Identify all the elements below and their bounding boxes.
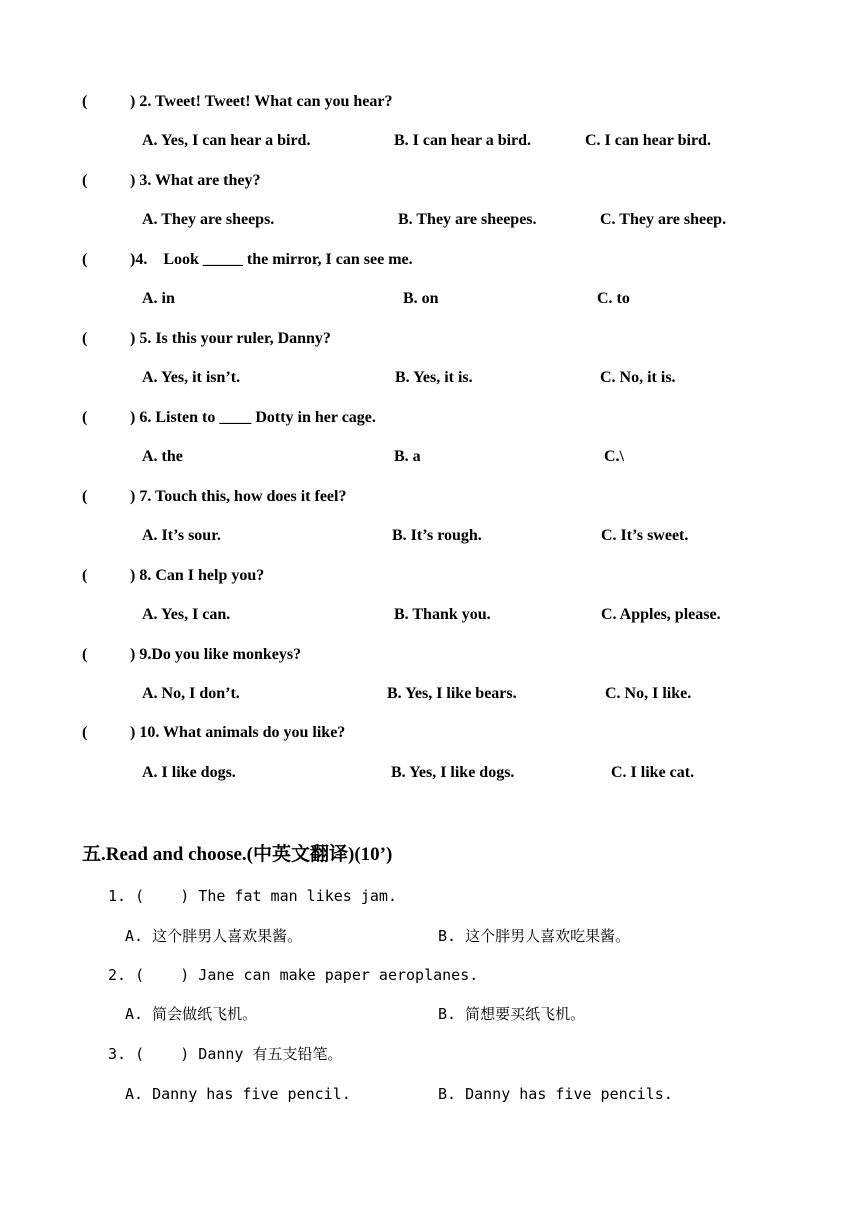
question-text: ) 2. Tweet! Tweet! What can you hear? [130, 93, 393, 110]
option-a: A. No, I don’t. [142, 685, 240, 702]
option-a: A. Yes, it isn’t. [142, 369, 241, 386]
option-c: C. It’s sweet. [601, 527, 689, 544]
option-b: B. Thank you. [394, 606, 491, 623]
option-b: B. Danny has five pencils. [438, 1085, 673, 1103]
option-a: A. in [142, 290, 175, 307]
option-c: C. No, I like. [605, 685, 692, 702]
option-b: B. I can hear a bird. [394, 132, 532, 149]
option-a: A. 这个胖男人喜欢果酱。 [125, 927, 303, 945]
answer-paren: ( [82, 251, 88, 268]
answer-paren: ( [82, 330, 88, 347]
question-text: ) 10. What animals do you like? [130, 724, 346, 741]
option-b: B. Yes, I like bears. [387, 685, 517, 702]
option-c: C. I can hear bird. [585, 132, 711, 149]
option-b: B. 这个胖男人喜欢吃果酱。 [438, 927, 631, 945]
answer-paren: ( [82, 172, 88, 189]
question-text: ) 8. Can I help you? [130, 567, 265, 584]
option-a: A. Yes, I can. [142, 606, 231, 623]
option-c: C. to [597, 290, 630, 307]
option-a: A. the [142, 448, 183, 465]
answer-paren: ( [82, 724, 88, 741]
item-text: 3. ( ) Danny 有五支铅笔。 [108, 1045, 343, 1063]
answer-paren: ( [82, 488, 88, 505]
question-text: )4. Look _____ the mirror, I can see me. [130, 251, 413, 268]
option-c: C. Apples, please. [601, 606, 721, 623]
answer-paren: ( [82, 93, 88, 110]
answer-paren: ( [82, 646, 88, 663]
question-text: ) 7. Touch this, how does it feel? [130, 488, 347, 505]
option-b: B. a [394, 448, 421, 465]
option-a: A. I like dogs. [142, 764, 236, 781]
question-text: ) 5. Is this your ruler, Danny? [130, 330, 331, 347]
option-b: B. Yes, it is. [395, 369, 473, 386]
option-c: C.\ [604, 448, 624, 465]
question-text: ) 6. Listen to ____ Dotty in her cage. [130, 409, 376, 426]
answer-paren: ( [82, 567, 88, 584]
option-c: C. They are sheep. [600, 211, 727, 228]
option-a: A. Danny has five pencil. [125, 1085, 351, 1103]
option-b: B. It’s rough. [392, 527, 482, 544]
item-text: 1. ( ) The fat man likes jam. [108, 887, 397, 905]
option-a: A. They are sheeps. [142, 211, 275, 228]
answer-paren: ( [82, 409, 88, 426]
option-b: B. on [403, 290, 439, 307]
option-b: B. Yes, I like dogs. [391, 764, 515, 781]
section-heading: 五.Read and choose.(中英文翻译)(10’) [82, 844, 393, 865]
option-b: B. 简想要买纸飞机。 [438, 1005, 586, 1023]
question-text: ) 9.Do you like monkeys? [130, 646, 302, 663]
option-a: A. 简会做纸飞机。 [125, 1005, 258, 1023]
option-a: A. It’s sour. [142, 527, 221, 544]
option-b: B. They are sheepes. [398, 211, 537, 228]
option-a: A. Yes, I can hear a bird. [142, 132, 311, 149]
option-c: C. I like cat. [611, 764, 695, 781]
option-c: C. No, it is. [600, 369, 676, 386]
item-text: 2. ( ) Jane can make paper aeroplanes. [108, 966, 479, 984]
question-text: ) 3. What are they? [130, 172, 261, 189]
